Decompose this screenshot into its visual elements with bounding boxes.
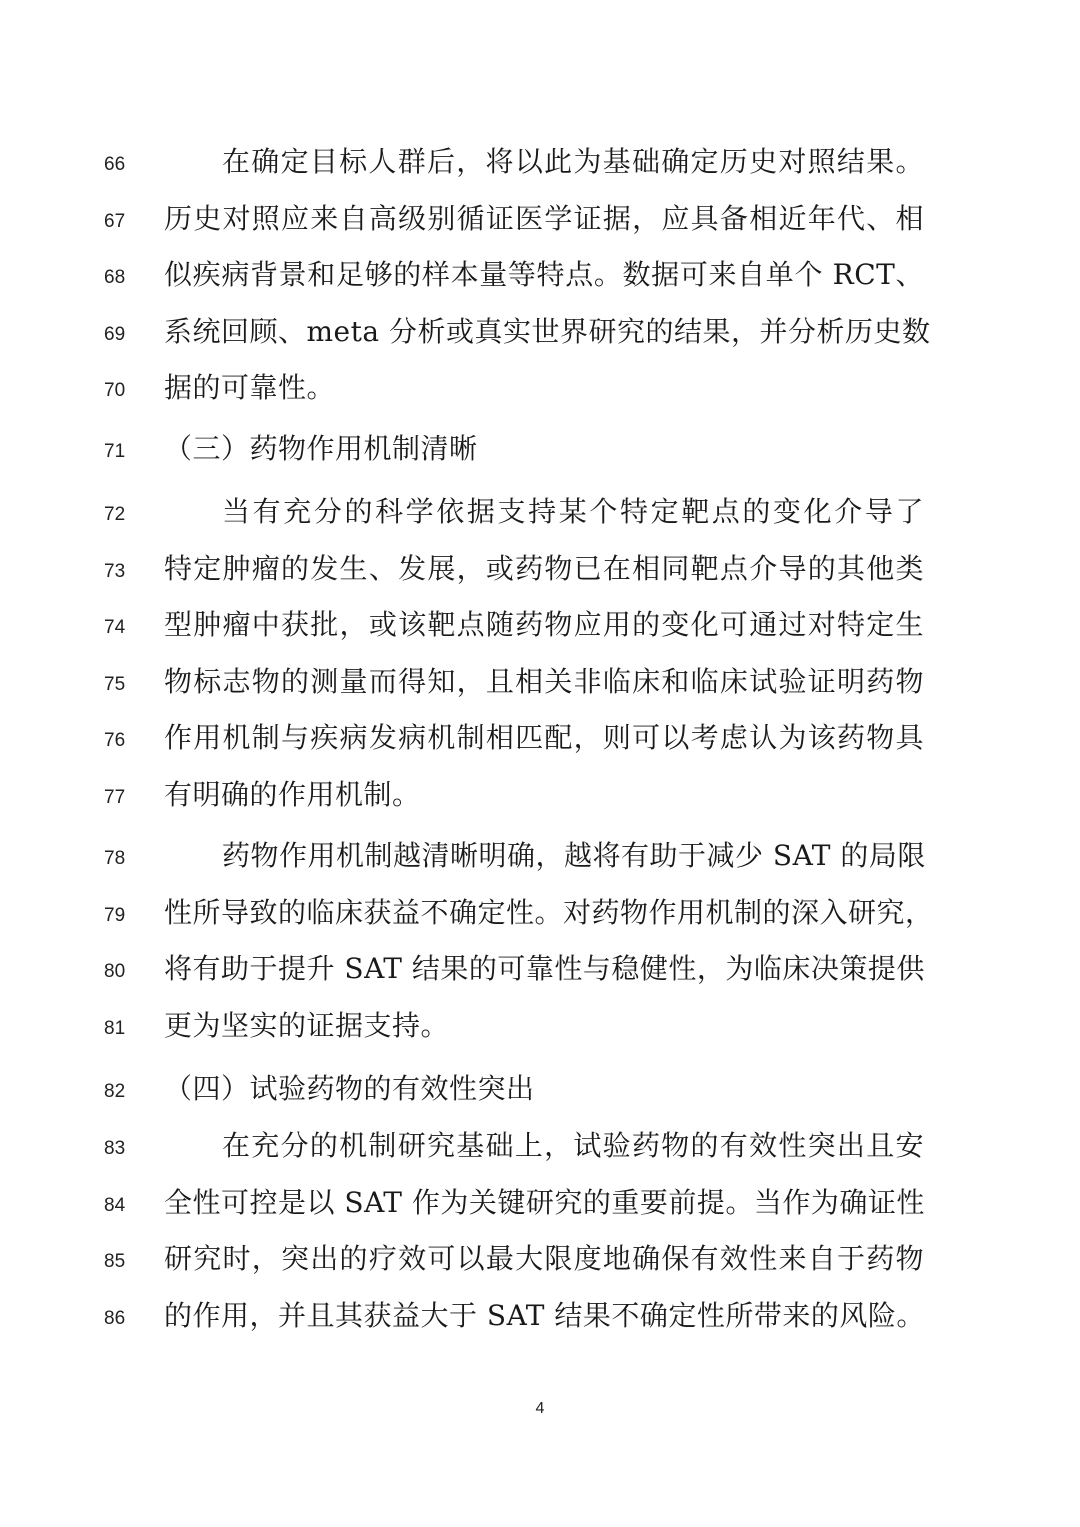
text-line [0,893,1080,933]
line-text: 据的可靠性。 [164,371,336,404]
line-text: 有明确的作用机制。 [164,778,421,811]
line-text: 特定肿瘤的发生、发展，或药物已在相同靶点介导的其他类 [164,552,924,585]
line-text: 作用机制与疾病发病机制相匹配，则可以考虑认为该药物具 [164,721,924,754]
text-line [0,775,1080,815]
text-line [0,1006,1080,1046]
line-number: 73 [104,561,126,582]
line-text: 似疾病背景和足够的样本量等特点。数据可来自单个 RCT、 [164,258,924,291]
line-number: 68 [104,267,126,288]
line-number: 71 [104,441,126,462]
line-text: 性所导致的临床获益不确定性。对药物作用机制的深入研究， [164,896,934,929]
line-number: 82 [104,1081,126,1102]
line-text: 历史对照应来自高级别循证医学证据，应具备相近年代、相 [164,202,924,235]
text-line [0,312,1080,352]
line-number: 85 [104,1251,126,1272]
text-line [0,949,1080,989]
text-line [0,255,1080,295]
section-heading [0,1069,1080,1109]
line-text: 系统回顾、meta 分析或真实世界研究的结果，并分析历史数 [164,315,931,348]
line-number: 78 [104,848,126,869]
line-number: 80 [104,961,126,982]
line-text: 当有充分的科学依据支持某个特定靶点的变化介导了 [222,495,924,528]
line-number: 75 [104,674,126,695]
line-number: 67 [104,211,126,232]
line-text: 研究时，突出的疗效可以最大限度地确保有效性来自于药物 [164,1242,924,1275]
section-heading [0,429,1080,469]
line-number: 81 [104,1018,126,1039]
text-line [0,199,1080,239]
line-number: 66 [104,154,126,175]
line-number: 70 [104,380,126,401]
text-line [0,662,1080,702]
heading-text: （三）药物作用机制清晰 [164,432,478,465]
line-number: 72 [104,504,126,525]
text-line [0,605,1080,645]
line-text: 更为坚实的证据支持。 [164,1009,450,1042]
text-line [0,836,1080,876]
text-line [0,1183,1080,1223]
text-line [0,492,1080,532]
line-text: 药物作用机制越清晰明确，越将有助于减少 SAT 的局限 [222,839,926,872]
line-number: 84 [104,1195,126,1216]
text-line [0,1239,1080,1279]
line-number: 76 [104,730,126,751]
text-line [0,718,1080,758]
line-number: 74 [104,617,126,638]
text-line [0,368,1080,408]
text-line [0,142,1080,182]
text-line [0,1126,1080,1166]
line-text: 的作用，并且其获益大于 SAT 结果不确定性所带来的风险。 [164,1299,925,1332]
line-number: 69 [104,324,126,345]
line-number: 86 [104,1308,126,1329]
text-line [0,1296,1080,1336]
text-line [0,549,1080,589]
line-number: 79 [104,905,126,926]
line-number: 77 [104,787,126,808]
line-text: 在充分的机制研究基础上，试验药物的有效性突出且安 [222,1129,924,1162]
line-text: 全性可控是以 SAT 作为关键研究的重要前提。当作为确证性 [164,1186,925,1219]
line-number: 83 [104,1138,126,1159]
line-text: 将有助于提升 SAT 结果的可靠性与稳健性，为临床决策提供 [164,952,925,985]
page-number: 4 [535,1400,545,1417]
line-text: 物标志物的测量而得知，且相关非临床和临床试验证明药物 [164,665,924,698]
line-text: 型肿瘤中获批，或该靶点随药物应用的变化可通过对特定生 [164,608,924,641]
heading-text: （四）试验药物的有效性突出 [164,1072,535,1105]
line-text: 在确定目标人群后，将以此为基础确定历史对照结果。 [222,145,924,178]
